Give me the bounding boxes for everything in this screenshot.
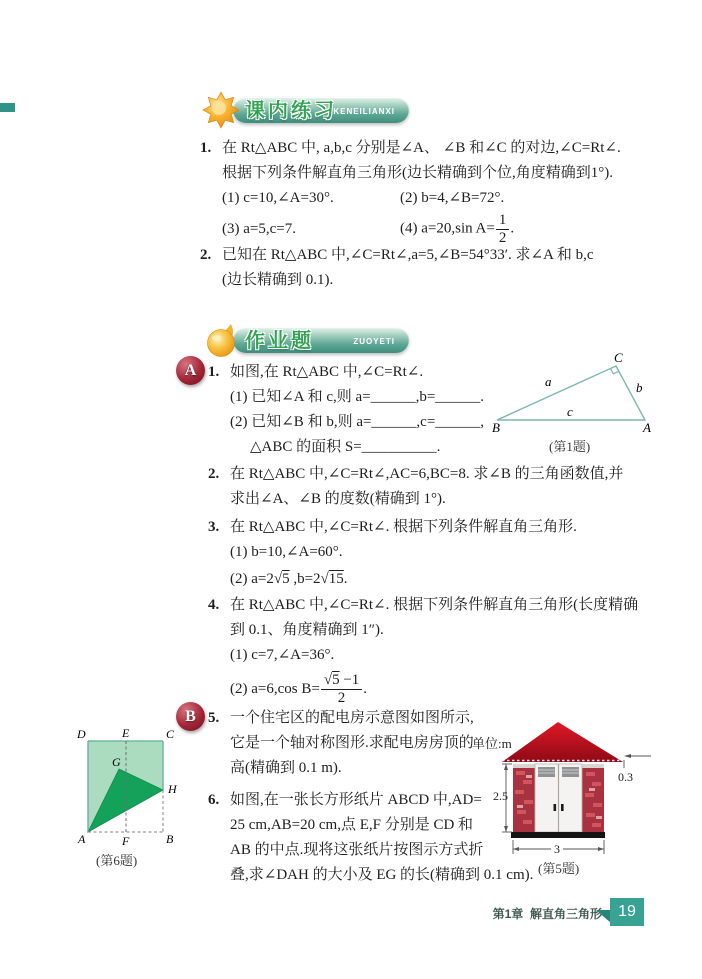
problem-text-line: 它是一个轴对称图形.求配电房房顶的 — [230, 735, 474, 751]
problem-text-line: (边长精确到 0.1). — [222, 272, 334, 288]
problem-text-line: 一个住宅区的配电房示意图如图所示, — [230, 710, 474, 726]
problem-text-line: 求出∠A、∠B 的度数(精确到 1°). — [230, 491, 446, 507]
problem-number: 2. — [200, 247, 212, 263]
badge-pill — [233, 327, 409, 353]
figure-5-caption: (第5题) — [538, 861, 580, 876]
side-label-c: c — [567, 404, 573, 419]
figure-6-caption: (第6题) — [96, 853, 138, 868]
problem-text-line: AB 的中点.现将这张纸片按图示方式折 — [230, 842, 484, 858]
zyt-problem-3 — [208, 515, 668, 593]
subitem-2: (2) b=4,∠B=72°. — [400, 190, 505, 206]
problem-text-line: 高(精确到 0.1 m). — [230, 760, 342, 776]
side-label-a: a — [545, 374, 552, 389]
house-roof — [502, 722, 623, 762]
section-subtitle-pinyin: ZUOYETI — [353, 337, 395, 346]
drop-icon — [203, 321, 241, 359]
subitem-1: (1) b=10,∠A=60°. — [230, 544, 343, 560]
problem-number: 6. — [208, 792, 220, 808]
problem-number: 1. — [208, 364, 220, 380]
dim-eave: 0.3 — [618, 770, 633, 784]
unit-label: 单位:m — [472, 736, 512, 751]
page-tab-notch — [596, 910, 611, 923]
problem-text-line: 在 Rt△ABC 中, a,b,c 分别是∠A、 ∠B 和∠C 的对边,∠C=Rt∠. — [222, 140, 621, 156]
zyt-problem-5 — [208, 706, 488, 781]
vertex-label-A: A — [643, 420, 651, 435]
section-title: 课内练习 — [245, 100, 337, 122]
fraction: $\frac{√5 -1}{2}$ — [321, 672, 362, 706]
figure-house — [493, 708, 655, 860]
problem-number: 3. — [208, 519, 220, 535]
page-edge-mark — [0, 103, 15, 112]
zyt-problem-1 — [208, 360, 508, 460]
zyt-problem-2 — [208, 462, 668, 512]
vertex-label-C: C — [166, 727, 175, 741]
problem-number: 1. — [200, 140, 212, 156]
problem-text-line: 如图,在一张长方形纸片 ABCD 中,AD= — [230, 792, 482, 808]
vertex-label-B: B — [492, 420, 500, 435]
page-number-tab: 19 — [610, 898, 644, 926]
level-b-marker: B — [176, 702, 205, 731]
chapter-name: 解直角三角形 — [529, 907, 602, 921]
badge-pill — [233, 97, 409, 123]
subitem-2: (2) a=2√5 ,b=2√15. — [230, 571, 348, 587]
vertex-label-C: C — [614, 352, 623, 365]
house-base — [511, 832, 605, 838]
subitem-2: (2) 已知∠B 和 b,则 a=______,c=______, — [230, 414, 485, 430]
problem-text-line: 到 0.1、角度精确到 1″). — [230, 622, 384, 638]
radicand: 5 — [282, 571, 290, 587]
problem-text-line: 如图,在 Rt△ABC 中,∠C=Rt∠. — [230, 364, 424, 380]
section-subtitle-pinyin: KENEILIANXI — [333, 107, 395, 116]
fraction: $\frac{1}{2}$ — [496, 212, 510, 246]
vertex-label-D: D — [77, 727, 86, 741]
problem-text-line: 根据下列条件解直角三角形(边长精确到个位,角度精确到1°). — [222, 165, 613, 181]
vertex-label-A: A — [78, 832, 86, 846]
zyt-problem-4 — [208, 593, 678, 710]
vertex-label-G: G — [112, 755, 121, 769]
subitem-1: (1) c=10,∠A=30°. — [222, 190, 334, 206]
subitem-3: △ABC 的面积 S=__________. — [250, 439, 441, 455]
problem-text-line: 叠,求∠DAH 的大小及 EG 的长(精确到 0.1 cm). — [230, 867, 534, 883]
problem-text-line: 在 Rt△ABC 中,∠C=Rt∠,AC=6,BC=8. 求∠B 的三角函数值,并 — [230, 466, 624, 482]
subitem-1: (1) c=7,∠A=36°. — [230, 647, 335, 663]
figure-folded-rectangle — [75, 723, 187, 851]
knx-problem-2 — [200, 243, 660, 293]
subitem-3: (3) a=5,c=7. — [222, 220, 296, 237]
side-label-b: b — [636, 380, 643, 395]
problem-text-line: 在 Rt△ABC 中,∠C=Rt∠. 根据下列条件解直角三角形. — [230, 519, 577, 535]
radicand: 5 — [332, 672, 340, 688]
subitem-2: (2) a=6,cos B= $\frac{√5 -1}{2}$ . — [230, 672, 368, 706]
subitem-4: (4) a=20,sin A= $\frac{1}{2}$ . — [400, 212, 515, 246]
sun-icon — [202, 91, 240, 129]
problem-number: 2. — [208, 466, 220, 482]
knx-problem-1 — [200, 136, 660, 247]
vertex-label-F: F — [122, 834, 130, 848]
problem-text-line: 在 Rt△ABC 中,∠C=Rt∠. 根据下列条件解直角三角形(长度精确 — [230, 597, 639, 613]
footer-chapter-title — [430, 905, 602, 922]
vertex-label-B: B — [166, 832, 174, 846]
dim-base-width: 3 — [554, 842, 560, 856]
radicand: 15 — [328, 571, 344, 587]
problem-number: 4. — [208, 597, 220, 613]
vertex-label-H: H — [168, 782, 177, 796]
figure-1-caption: (第1题) — [549, 439, 591, 454]
problem-text-line: 已知在 Rt△ABC 中,∠C=Rt∠,a=5,∠B=54°33′. 求∠A 和 b,c — [222, 247, 594, 263]
section-title: 作业题 — [245, 330, 314, 352]
problem-number: 5. — [208, 710, 220, 726]
problem-text-line: 25 cm,AB=20 cm,点 E,F 分别是 CD 和 — [230, 817, 474, 833]
figure-right-triangle — [485, 352, 660, 447]
subitem-1: (1) 已知∠A 和 c,则 a=______,b=______. — [230, 389, 485, 405]
level-a-marker: A — [176, 356, 205, 385]
vertex-label-E: E — [122, 726, 130, 740]
chapter-number: 第1章 — [492, 907, 524, 921]
dim-wall-height: 2.5 — [493, 789, 508, 803]
